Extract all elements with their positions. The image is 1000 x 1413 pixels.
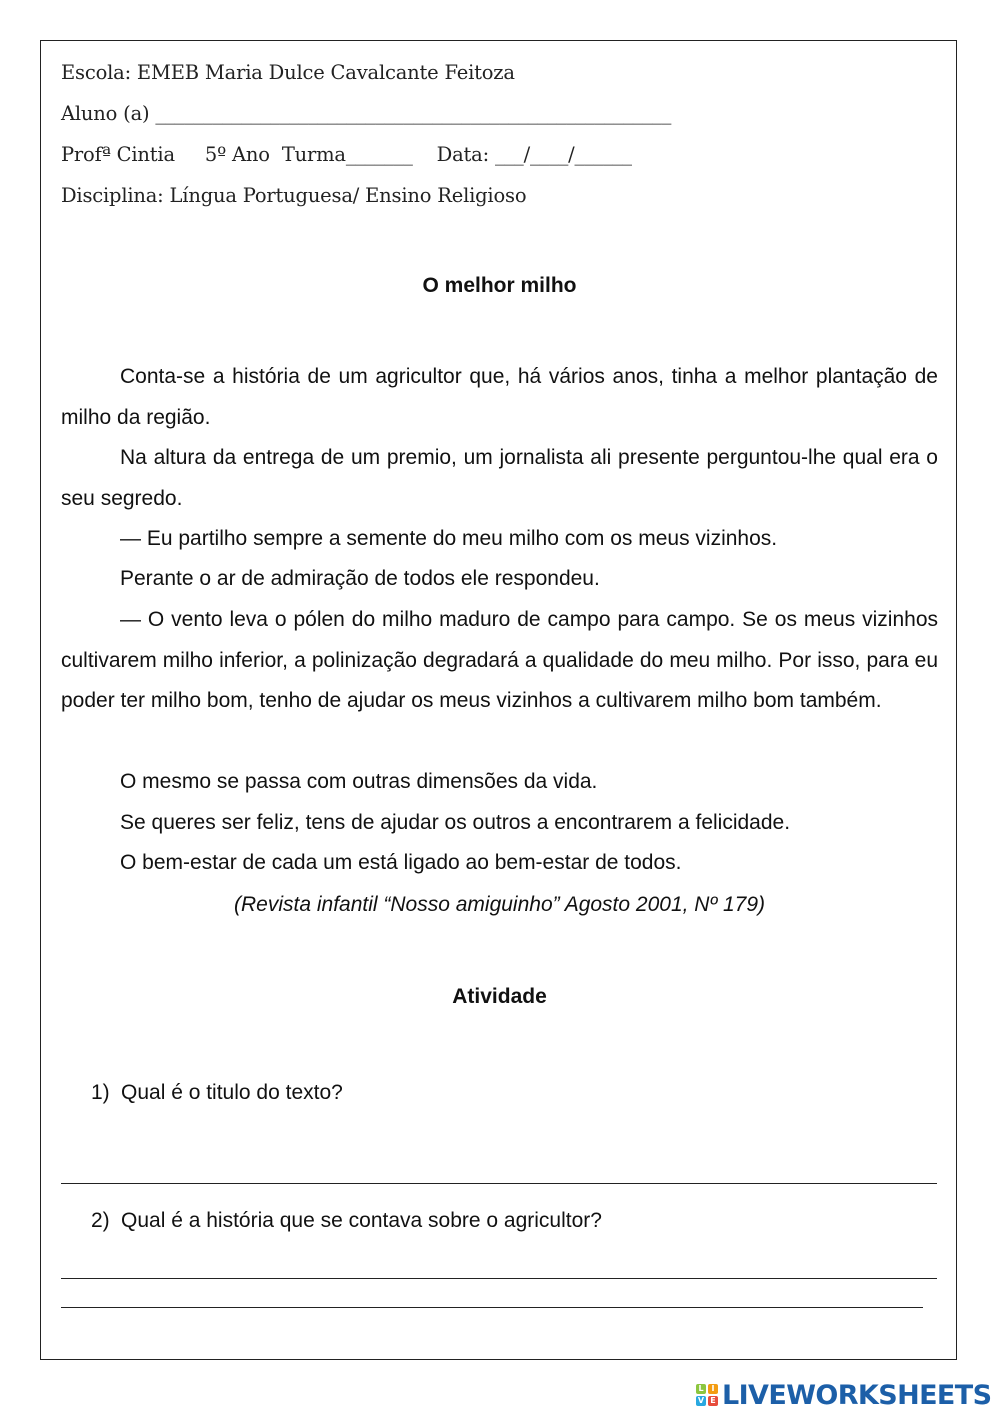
question-number: 2) <box>91 1209 110 1232</box>
answer-line-2b[interactable] <box>61 1307 923 1308</box>
liveworksheets-logo <box>696 1378 991 1412</box>
story-source: (Revista infantil “Nosso amiguinho” Agosto 2001, Nº 179) <box>234 893 765 916</box>
paragraph: Na altura da entrega de um premio, um jornalista ali presente perguntou-lhe qual era o seu segredo. <box>61 446 938 510</box>
paragraph: O mesmo se passa com outras dimensões da vida. <box>120 770 598 793</box>
paragraph: Se queres ser feliz, tens de ajudar os outros a encontrarem a felicidade. <box>120 811 791 834</box>
paragraph: — Eu partilho sempre a semente do meu milho com os meus vizinhos. <box>120 527 778 550</box>
paragraph: O bem-estar de cada um está ligado ao bem-estar de todos. <box>120 851 682 874</box>
student-name-field[interactable]: Aluno (a) ______________________________________________________ <box>61 102 672 125</box>
subject-line: Disciplina: Língua Portuguesa/ Ensino Religioso <box>61 184 527 207</box>
paragraph: Perante o ar de admiração de todos ele respondeu. <box>120 567 600 590</box>
paragraph: Conta-se a história de um agricultor que, há vários anos, tinha a melhor plantação de milho da região. <box>61 365 938 429</box>
activity-title: Atividade <box>452 985 547 1008</box>
answer-line-1[interactable] <box>61 1183 937 1184</box>
question-text: Qual é o titulo do texto? <box>121 1081 343 1104</box>
worksheet-frame <box>40 40 957 1360</box>
teacher-class-date-line[interactable]: Profª Cintia 5º Ano Turma_______ Data: ___/____/______ <box>61 143 632 166</box>
answer-line-2a[interactable] <box>61 1278 937 1279</box>
question-number: 1) <box>91 1081 110 1104</box>
logo-mark-icon: L I V E <box>696 1384 718 1406</box>
paragraph: — O vento leva o pólen do milho maduro de campo para campo. Se os meus vizinhos cultivarem milho inferior, a polinização degradará a qualidade do meu milho. Por isso, para eu poder ter milho bom, tenho de ajudar os meus vizinhos a cultivarem milho bom também. <box>61 608 938 712</box>
question-1 <box>91 1081 343 1105</box>
question-2 <box>91 1209 602 1233</box>
question-text: Qual é a história que se contava sobre o agricultor? <box>121 1209 602 1232</box>
brand-name: LIVEWORKSHEETS <box>722 1379 992 1411</box>
story-title: O melhor milho <box>422 274 577 297</box>
school-line: Escola: EMEB Maria Dulce Cavalcante Feitoza <box>61 61 515 84</box>
